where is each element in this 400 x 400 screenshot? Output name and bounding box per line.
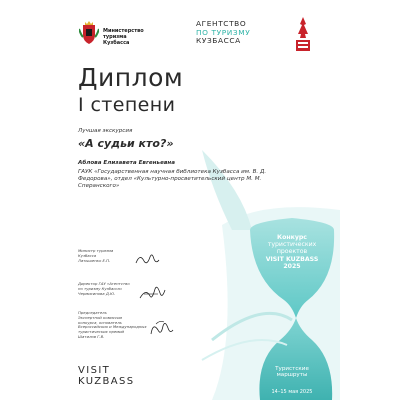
nomination: Лучшая экскурсия [78, 128, 133, 134]
decorative-hourglass-art [62, 0, 340, 400]
sig3-line-4: Всероссийских и Международных [78, 324, 147, 330]
contest-category [252, 366, 332, 379]
visit-kuzbass-logo [78, 365, 134, 387]
agency-name [196, 20, 276, 46]
diploma-sheet [62, 0, 340, 400]
sig2-line-2: по туризму Кузбасса» [78, 285, 123, 291]
kuzbass-monument-logo-icon [294, 16, 312, 52]
signature-block-chairman [78, 311, 150, 340]
contest-line-3: проектов [276, 248, 308, 256]
recipient-organization: ГАУК «Государственная научная библиотека Кузбасса им. В. Д. Федорова», отдел «Культурно-просветительский центр М. М. Сперанского» [78, 169, 267, 190]
work-title: «А судьи кто?» [78, 137, 174, 150]
sig2-line-1: Директор ГАУ «Агентство [78, 281, 130, 286]
signature-block-minister [78, 249, 138, 263]
sig3-line-1: Председатель [78, 310, 107, 315]
ministry-name [103, 28, 169, 46]
agency-line-1: АГЕНТСТВО [196, 19, 247, 28]
contest-date: 14–15 мая 2025 [271, 389, 313, 395]
contest-title [252, 234, 332, 270]
signature-scribble-icon [138, 284, 166, 302]
ministry-line-1: Министерство туризма [103, 28, 144, 40]
sig1-line-2: Кузбасса [78, 252, 97, 258]
category-line-1: Туристские [275, 366, 309, 372]
category-line-2: маршруты [276, 372, 308, 379]
signature-scribble-icon [148, 318, 174, 338]
visit-logo-line-2: KUZBASS [78, 376, 135, 387]
sig3-line-2: Экспертной комиссии [78, 314, 123, 320]
ministry-line-2: Кузбасса [103, 40, 130, 46]
contest-line-5: 2025 [283, 262, 301, 270]
recipient-name: Аблова Елизавета Евгеньевна [78, 160, 176, 166]
contest-line-2: туристических [267, 241, 317, 249]
diploma-degree: I степени [78, 94, 176, 116]
signature-block-director [78, 282, 138, 296]
contest-line-4: VISIT KUZBASS [265, 255, 319, 263]
contest-line-1: Конкурс [277, 234, 307, 241]
coat-of-arms-icon [79, 21, 99, 45]
visit-logo-line-1: VISIT [78, 365, 111, 376]
agency-line-2: ПО ТУРИЗМУ [196, 27, 251, 37]
sig2-line-3: Чермисинова Д.Ю. [78, 290, 116, 296]
sig3-line-5: туристических премий [78, 329, 125, 335]
sig1-line-3: Латышенко Е.П. [78, 257, 111, 263]
sig3-line-3: конкурса, основатель [78, 319, 122, 325]
sig1-line-1: Министр туризма [78, 248, 114, 253]
signature-scribble-icon [134, 251, 160, 267]
sig3-line-6: Шатилов Г.В. [78, 333, 105, 339]
diploma-title: Диплом [78, 63, 184, 92]
agency-line-3: КУЗБАССА [196, 36, 241, 46]
